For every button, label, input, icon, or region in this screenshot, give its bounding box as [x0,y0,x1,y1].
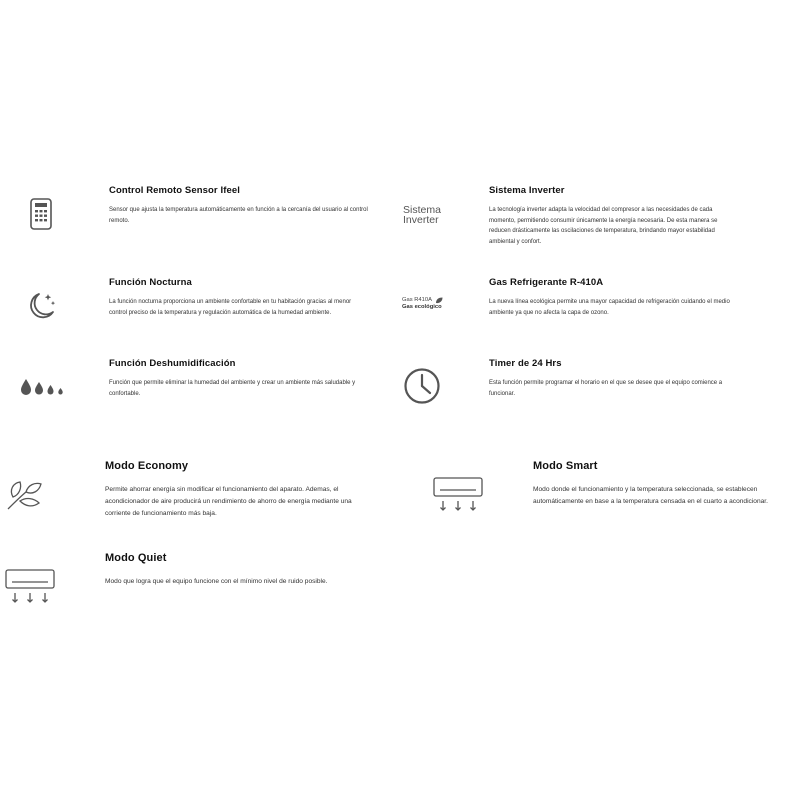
clock-icon [403,367,441,405]
gas-icon-line1: Gas R410A [402,297,432,303]
leaves-icon [6,475,42,511]
gas-r410a-icon [402,297,443,311]
inverter-icon-line1: Sistema [403,204,441,216]
moon-stars-icon [27,290,57,322]
feature-economy [105,460,370,520]
remote-control-icon [29,197,53,231]
air-conditioner-icon [433,477,483,513]
feature-description: Modo donde el funcionamiento y la temperatura seleccionada, se establecen automáticamente en base a la temperatura censada en el cuarto a acondicionar. [533,486,768,505]
feature-title: Timer de 24 Hrs [489,358,562,369]
feature-title: Modo Quiet [105,552,167,564]
air-conditioner-icon [5,569,55,605]
feature-title: Modo Smart [533,460,598,472]
feature-description: Modo que logra que el equipo funcione con el mínimo nivel de ruido posible. [105,578,328,585]
water-drops-icon [20,377,66,397]
feature-title: Control Remoto Sensor Ifeel [109,185,240,196]
leaf-icon [435,297,443,304]
feature-title: Sistema Inverter [489,185,565,196]
feature-title: Modo Economy [105,460,189,472]
inverter-icon-line2: Inverter [403,214,439,226]
feature-title: Función Deshumidificación [109,358,236,369]
feature-inverter [489,185,729,247]
gas-icon-line2: Gas ecológico [402,304,442,310]
feature-remote [109,185,369,226]
feature-title: Gas Refrigerante R-410A [489,277,604,288]
feature-title: Función Nocturna [109,277,192,288]
feature-quiet [105,552,375,588]
feature-gas [489,277,739,318]
feature-night [109,277,369,318]
sistema-inverter-text-icon [403,205,441,225]
feature-description: La nueva línea ecológica permite una mayor capacidad de refrigeración cuidando el medio ambiente ya que no afecta la capa de ozono. [489,299,730,316]
feature-dehumid [109,358,369,399]
feature-description: Función que permite eliminar la humedad del ambiente y crear un ambiente más saludable y confortable. [109,380,356,397]
feature-description: La función nocturna proporciona un ambiente confortable en tu habitación gracias al menor control preciso de la temperatura y regulación automática de la humedad ambiente. [109,299,352,316]
feature-smart [533,460,783,508]
feature-description: Sensor que ajusta la temperatura automáticamente en función a la cercanía del usuario al control remoto. [109,207,368,224]
feature-description: Permite ahorrar energía sin modificar el funcionamiento del aparato. Ademas, el acondicionador de aire producirá un rendimiento de ahorro de energía mediante una corriente de funcionamiento más baja. [105,486,352,517]
feature-timer [489,358,739,399]
feature-description: La tecnología inverter adapta la velocidad del compresor a las necesidades de cada momento, permitiendo consumir únicamente la energía necesaria. De esta manera se reducen drásticamente las oscilaciones de temperatura, brindando mayor estabilidad ambiental y confort. [489,207,718,245]
feature-description: Esta función permite programar el horario en el que se desee que el equipo comience a funcionar. [489,380,723,397]
